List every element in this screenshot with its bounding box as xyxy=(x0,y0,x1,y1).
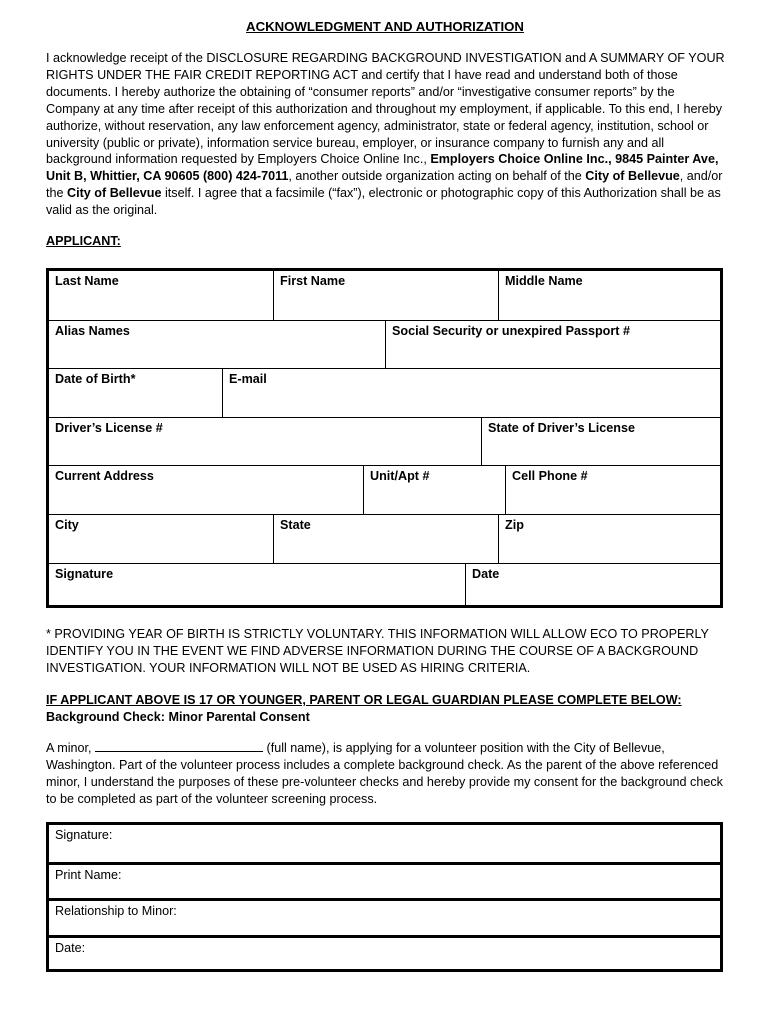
city-field[interactable] xyxy=(49,515,273,563)
drivers-license-label: Driver’s License # xyxy=(55,420,163,435)
row-dob xyxy=(49,368,720,417)
date-of-birth-field[interactable] xyxy=(49,369,222,417)
guardian-relationship-field[interactable] xyxy=(49,898,720,935)
minor-section-heading: IF APPLICANT ABOVE IS 17 OR YOUNGER, PARENT OR LEGAL GUARDIAN PLEASE COMPLETE BELOW: xyxy=(46,693,682,707)
applicant-heading: APPLICANT: xyxy=(46,234,121,248)
minor-full-name-blank[interactable] xyxy=(95,740,263,752)
applicant-date-field[interactable] xyxy=(465,564,720,605)
minor-consent-subheading: Background Check: Minor Parental Consent xyxy=(46,710,310,724)
drivers-license-field[interactable] xyxy=(49,418,481,466)
consent-paragraph xyxy=(46,740,726,808)
current-address-label: Current Address xyxy=(55,469,154,484)
last-name-label: Last Name xyxy=(55,274,119,288)
consent-text-rest: (full name), is applying for a volunteer position with the City of Bellevue, Washington. Part of the volunteer process includes a complete background check. As the parent of the above referenced minor, I understand the purposes of these pre-volunteer checks and hereby provide my consent for the background check to be completed as part of the volunteer screening process. xyxy=(46,741,723,806)
guardian-signature-label: Signature: xyxy=(55,828,113,842)
first-name-field[interactable] xyxy=(273,271,498,320)
first-name-label: First Name xyxy=(280,274,346,288)
city-name-2: City of Bellevue xyxy=(67,186,162,201)
ssn-label: Social Security or unexpired Passport # xyxy=(392,323,630,338)
city-label: City xyxy=(55,518,79,532)
state-label: State xyxy=(280,518,311,532)
state-field[interactable] xyxy=(273,515,498,563)
cell-phone-field[interactable] xyxy=(505,466,720,514)
voluntary-note: * PROVIDING YEAR OF BIRTH IS STRICTLY VOLUNTARY. THIS INFORMATION WILL ALLOW ECO TO PROPERLY IDENTIFY YOU IN THE EVENT WE FIND ADVERSE INFORMATION DURING THE COURSE OF A BACKGROUND INVESTIGATION. YOUR INFORMATION WILL NOT BE USED AS HIRING CRITERIA. xyxy=(46,627,709,675)
middle-name-field[interactable] xyxy=(498,271,720,320)
applicant-form-grid xyxy=(46,268,723,608)
last-name-field[interactable] xyxy=(49,271,273,320)
alias-names-label: Alias Names xyxy=(55,323,130,338)
license-state-label: State of Driver’s License xyxy=(488,420,635,435)
email-label: E-mail xyxy=(229,372,267,387)
guardian-signature-field[interactable] xyxy=(49,825,720,862)
unit-apt-label: Unit/Apt # xyxy=(370,469,430,484)
signature-label: Signature xyxy=(55,566,114,581)
guardian-date-label: Date: xyxy=(55,940,86,955)
authorization-paragraph xyxy=(46,50,726,219)
guardian-relationship-label: Relationship to Minor: xyxy=(55,904,177,918)
zip-field[interactable] xyxy=(498,515,720,563)
ssn-field[interactable] xyxy=(385,321,720,369)
applicant-signature-field[interactable] xyxy=(49,564,465,605)
row-alias xyxy=(49,320,720,369)
license-state-field[interactable] xyxy=(481,418,720,466)
guardian-date-field[interactable] xyxy=(49,935,720,970)
zip-label: Zip xyxy=(505,518,524,532)
cell-phone-label: Cell Phone # xyxy=(512,469,588,484)
intro-text-3: , and/or the xyxy=(46,169,723,201)
company-name: Employers Choice Online Inc., 9845 Painter Ave, Unit B, Whittier, CA 90605 (800) 424-7011 xyxy=(46,152,719,184)
intro-text-2: , another outside organization acting on behalf of the xyxy=(288,169,586,184)
current-address-field[interactable] xyxy=(49,466,363,514)
intro-text-1: I acknowledge receipt of the DISCLOSURE REGARDING BACKGROUND INVESTIGATION and A SUMMARY OF YOUR RIGHTS UNDER THE FAIR CREDIT REPORTING ACT and certify that I have read and understand both of those documents. I hereby authorize the obtaining of “consumer reports” and/or “investigative consumer reports” by the Company at any time after receipt of this authorization and throughout my employment, if applicable. To this end, I hereby authorize, without reservation, any law enforcement agency, administrator, state or federal agency, institution, school or university (public or private), information service bureau, employer, or insurance company to furnish any and all background information requested by Employers Choice Online Inc., xyxy=(46,51,725,167)
consent-text-start: A minor, xyxy=(46,741,95,755)
guardian-form xyxy=(46,822,723,972)
guardian-print-name-label: Print Name: xyxy=(55,867,122,882)
alias-names-field[interactable] xyxy=(49,321,385,369)
unit-apt-field[interactable] xyxy=(363,466,505,514)
form-title: ACKNOWLEDGMENT AND AUTHORIZATION xyxy=(246,19,524,34)
email-field[interactable] xyxy=(222,369,720,417)
dob-label: Date of Birth* xyxy=(55,372,136,387)
row-city xyxy=(49,514,720,563)
row-license xyxy=(49,417,720,466)
date-label: Date xyxy=(472,566,500,581)
guardian-print-name-field[interactable] xyxy=(49,862,720,899)
row-names xyxy=(49,271,720,320)
middle-name-label: Middle Name xyxy=(505,274,583,288)
row-signature xyxy=(49,563,720,605)
intro-text-4: itself. I agree that a facsimile (“fax”), electronic or photographic copy of this Authorization shall be as valid as the original. xyxy=(46,186,721,218)
city-name-1: City of Bellevue xyxy=(585,169,680,184)
row-address xyxy=(49,465,720,514)
